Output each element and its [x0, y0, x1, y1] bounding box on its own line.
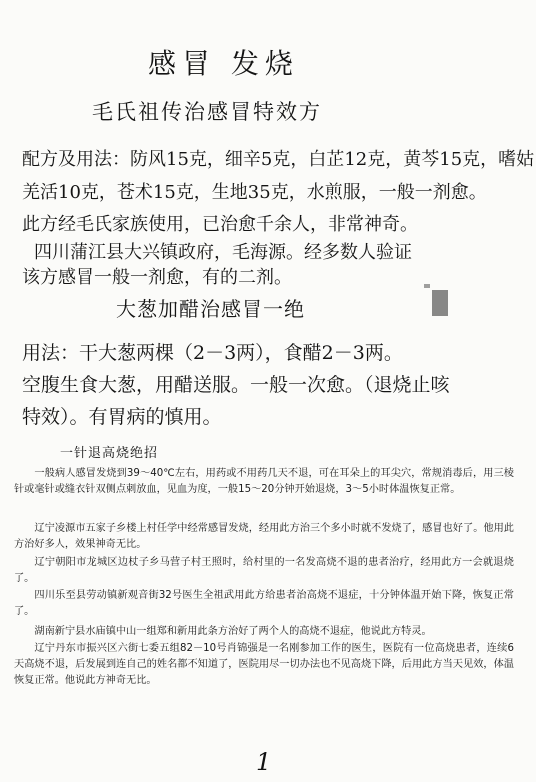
- remedy-1-line: 该方感冒一般一剂愈，有的二剂。: [22, 267, 292, 288]
- remedy-1-line: 此方经毛氏家族使用，已治愈千余人，非常神奇。: [22, 214, 418, 235]
- margin-mark: [424, 284, 430, 288]
- paragraph: 湖南新宁县水庙镇中山一组郑和新用此条方治好了两个人的高烧不退症，他说此方特灵。: [34, 626, 432, 637]
- margin-mark: [432, 290, 448, 316]
- remedy-2-line: 用法：干大葱两棵（2－3两），食醋2－3两。: [22, 342, 403, 364]
- remedy-1-line: 羌活10克，苍术15克，生地35克，水煎服，一般一剂愈。: [22, 182, 487, 203]
- remedy-2-line: 空腹生食大葱，用醋送服。一般一次愈。（退烧止咳: [22, 374, 450, 396]
- paragraph: 辽宁丹东市振兴区六街七委五组82－10号肖锦强是一名刚参加工作的医生，医院有一位高烧患者，连续6天高烧不退，后发展到连自己的姓名都不知道了，医院用尽一切办法也不见高烧下降，后用此方当天见效，体温恢复正常。他说此方神奇无比。: [14, 643, 514, 686]
- paragraph: 一般病人感冒发烧到39～40℃左右，用药或不用药几天不退，可在耳朵上的耳尖穴，常规消毒后，用三棱针或毫针或缝衣针双侧点刺放血，见血为度，一般15～20分钟开始退烧，3～5小时体温恢复正常。: [14, 468, 514, 495]
- document-title: 感冒 发烧: [148, 47, 299, 80]
- remedy-1-line: 配方及用法：防风15克，细辛5克，白芷12克，黄芩15克，嗜姑: [22, 149, 535, 170]
- section-title: 一针退高烧绝招: [60, 446, 159, 461]
- paragraph: 四川乐至县劳动镇新观音街32号医生全祖武用此方给患者治高烧不退症，十分钟体温开始下降，恢复正常了。: [14, 590, 514, 617]
- paragraph: 辽宁凌源市五家子乡楼上村任学中经常感冒发烧，经用此方治三个多小时就不发烧了，感冒也好了。他用此方治好多人，效果神奇无比。: [14, 523, 514, 550]
- remedy-1-title: 毛氏祖传治感冒特效方: [92, 100, 322, 124]
- remedy-1-line: 四川蒲江县大兴镇政府，毛海源。经多数人验证: [34, 242, 412, 263]
- remedy-2-title: 大葱加醋治感冒一绝: [116, 297, 305, 321]
- remedy-2-line: 特效）。有胃病的慎用。: [22, 406, 222, 428]
- page-number: 1: [256, 748, 272, 776]
- paragraph: 辽宁朝阳市龙城区边杖子乡马营子村王照时，给村里的一名发高烧不退的患者治疗，经用此方一会就退烧了。: [14, 557, 514, 584]
